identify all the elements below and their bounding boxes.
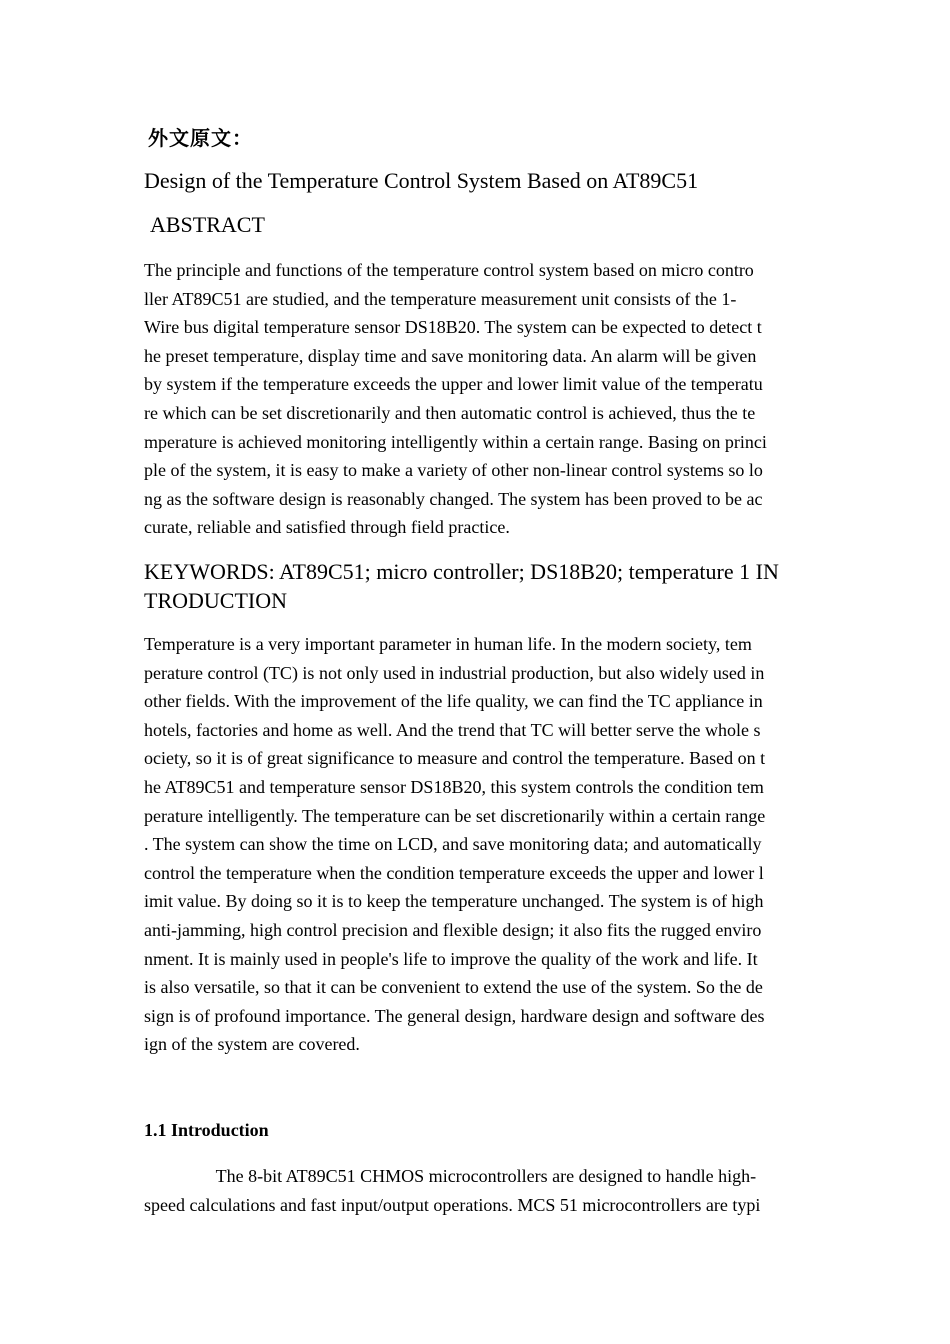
original-text-label: 外文原文： <box>148 126 253 150</box>
text-line: ple of the system, it is easy to make a variety of other non-linear control systems so lo <box>144 460 763 481</box>
text-line: he preset temperature, display time and save monitoring data. An alarm will be given <box>144 345 757 366</box>
section-1-1-paragraph <box>144 1162 824 1219</box>
text-line: sign is of profound importance. The general design, hardware design and software des <box>144 1005 765 1026</box>
text-line: re which can be set discretionarily and then automatic control is achieved, thus the te <box>144 402 756 423</box>
text-line: is also versatile, so that it can be convenient to extend the use of the system. So the de <box>144 977 763 998</box>
paper-title: Design of the Temperature Control System Based on AT89C51 <box>144 168 699 193</box>
text-line: The 8-bit AT89C51 CHMOS microcontrollers are designed to handle high- <box>144 1166 757 1186</box>
text-line: Temperature is a very important parameter in human life. In the modern society, tem <box>144 634 752 654</box>
text-line: anti-jamming, high control precision and flexible design; it also fits the rugged enviro <box>144 919 762 940</box>
introduction-paragraph <box>144 630 824 1059</box>
text-line: KEYWORDS: AT89C51; micro controller; DS18B20; temperature 1 IN <box>144 559 779 584</box>
text-line: Wire bus digital temperature sensor DS18B20. The system can be expected to detect t <box>144 317 762 338</box>
abstract-paragraph <box>144 256 824 542</box>
text-line: control the temperature when the condition temperature exceeds the upper and lower l <box>144 862 764 883</box>
text-line: TRODUCTION <box>144 588 287 613</box>
text-line: other fields. With the improvement of the life quality, we can find the TC appliance in <box>144 691 763 712</box>
text-line: he AT89C51 and temperature sensor DS18B20, this system controls the condition tem <box>144 776 764 797</box>
text-line: perature control (TC) is not only used in industrial production, but also widely used in <box>144 662 765 683</box>
text-line: mperature is achieved monitoring intelligently within a certain range. Basing on princi <box>144 431 767 452</box>
keywords-heading <box>144 557 779 615</box>
text-line: hotels, factories and home as well. And the trend that TC will better serve the whole s <box>144 719 761 740</box>
text-line: perature intelligently. The temperature can be set discretionarily within a certain range <box>144 805 766 826</box>
text-line: ociety, so it is of great significance to measure and control the temperature. Based on t <box>144 748 766 769</box>
text-line: curate, reliable and satisfied through field practice. <box>144 517 510 538</box>
text-line: ller AT89C51 are studied, and the temperature measurement unit consists of the 1- <box>144 288 737 309</box>
text-line: . The system can show the time on LCD, and save monitoring data; and automatically <box>144 834 762 855</box>
text-line: speed calculations and fast input/output operations. MCS 51 microcontrollers are typi <box>144 1194 761 1215</box>
text-line: ign of the system are covered. <box>144 1034 360 1055</box>
text-line: by system if the temperature exceeds the upper and lower limit value of the temperatu <box>144 374 763 395</box>
text-line: imit value. By doing so it is to keep the temperature unchanged. The system is of high <box>144 891 764 912</box>
abstract-heading: ABSTRACT <box>150 212 265 237</box>
section-heading-1-1: 1.1 Introduction <box>144 1120 269 1140</box>
text-line: The principle and functions of the temperature control system based on micro contro <box>144 260 754 280</box>
text-line: ng as the software design is reasonably changed. The system has been proved to be ac <box>144 488 763 509</box>
text-line: nment. It is mainly used in people's life to improve the quality of the work and life. It <box>144 948 758 969</box>
